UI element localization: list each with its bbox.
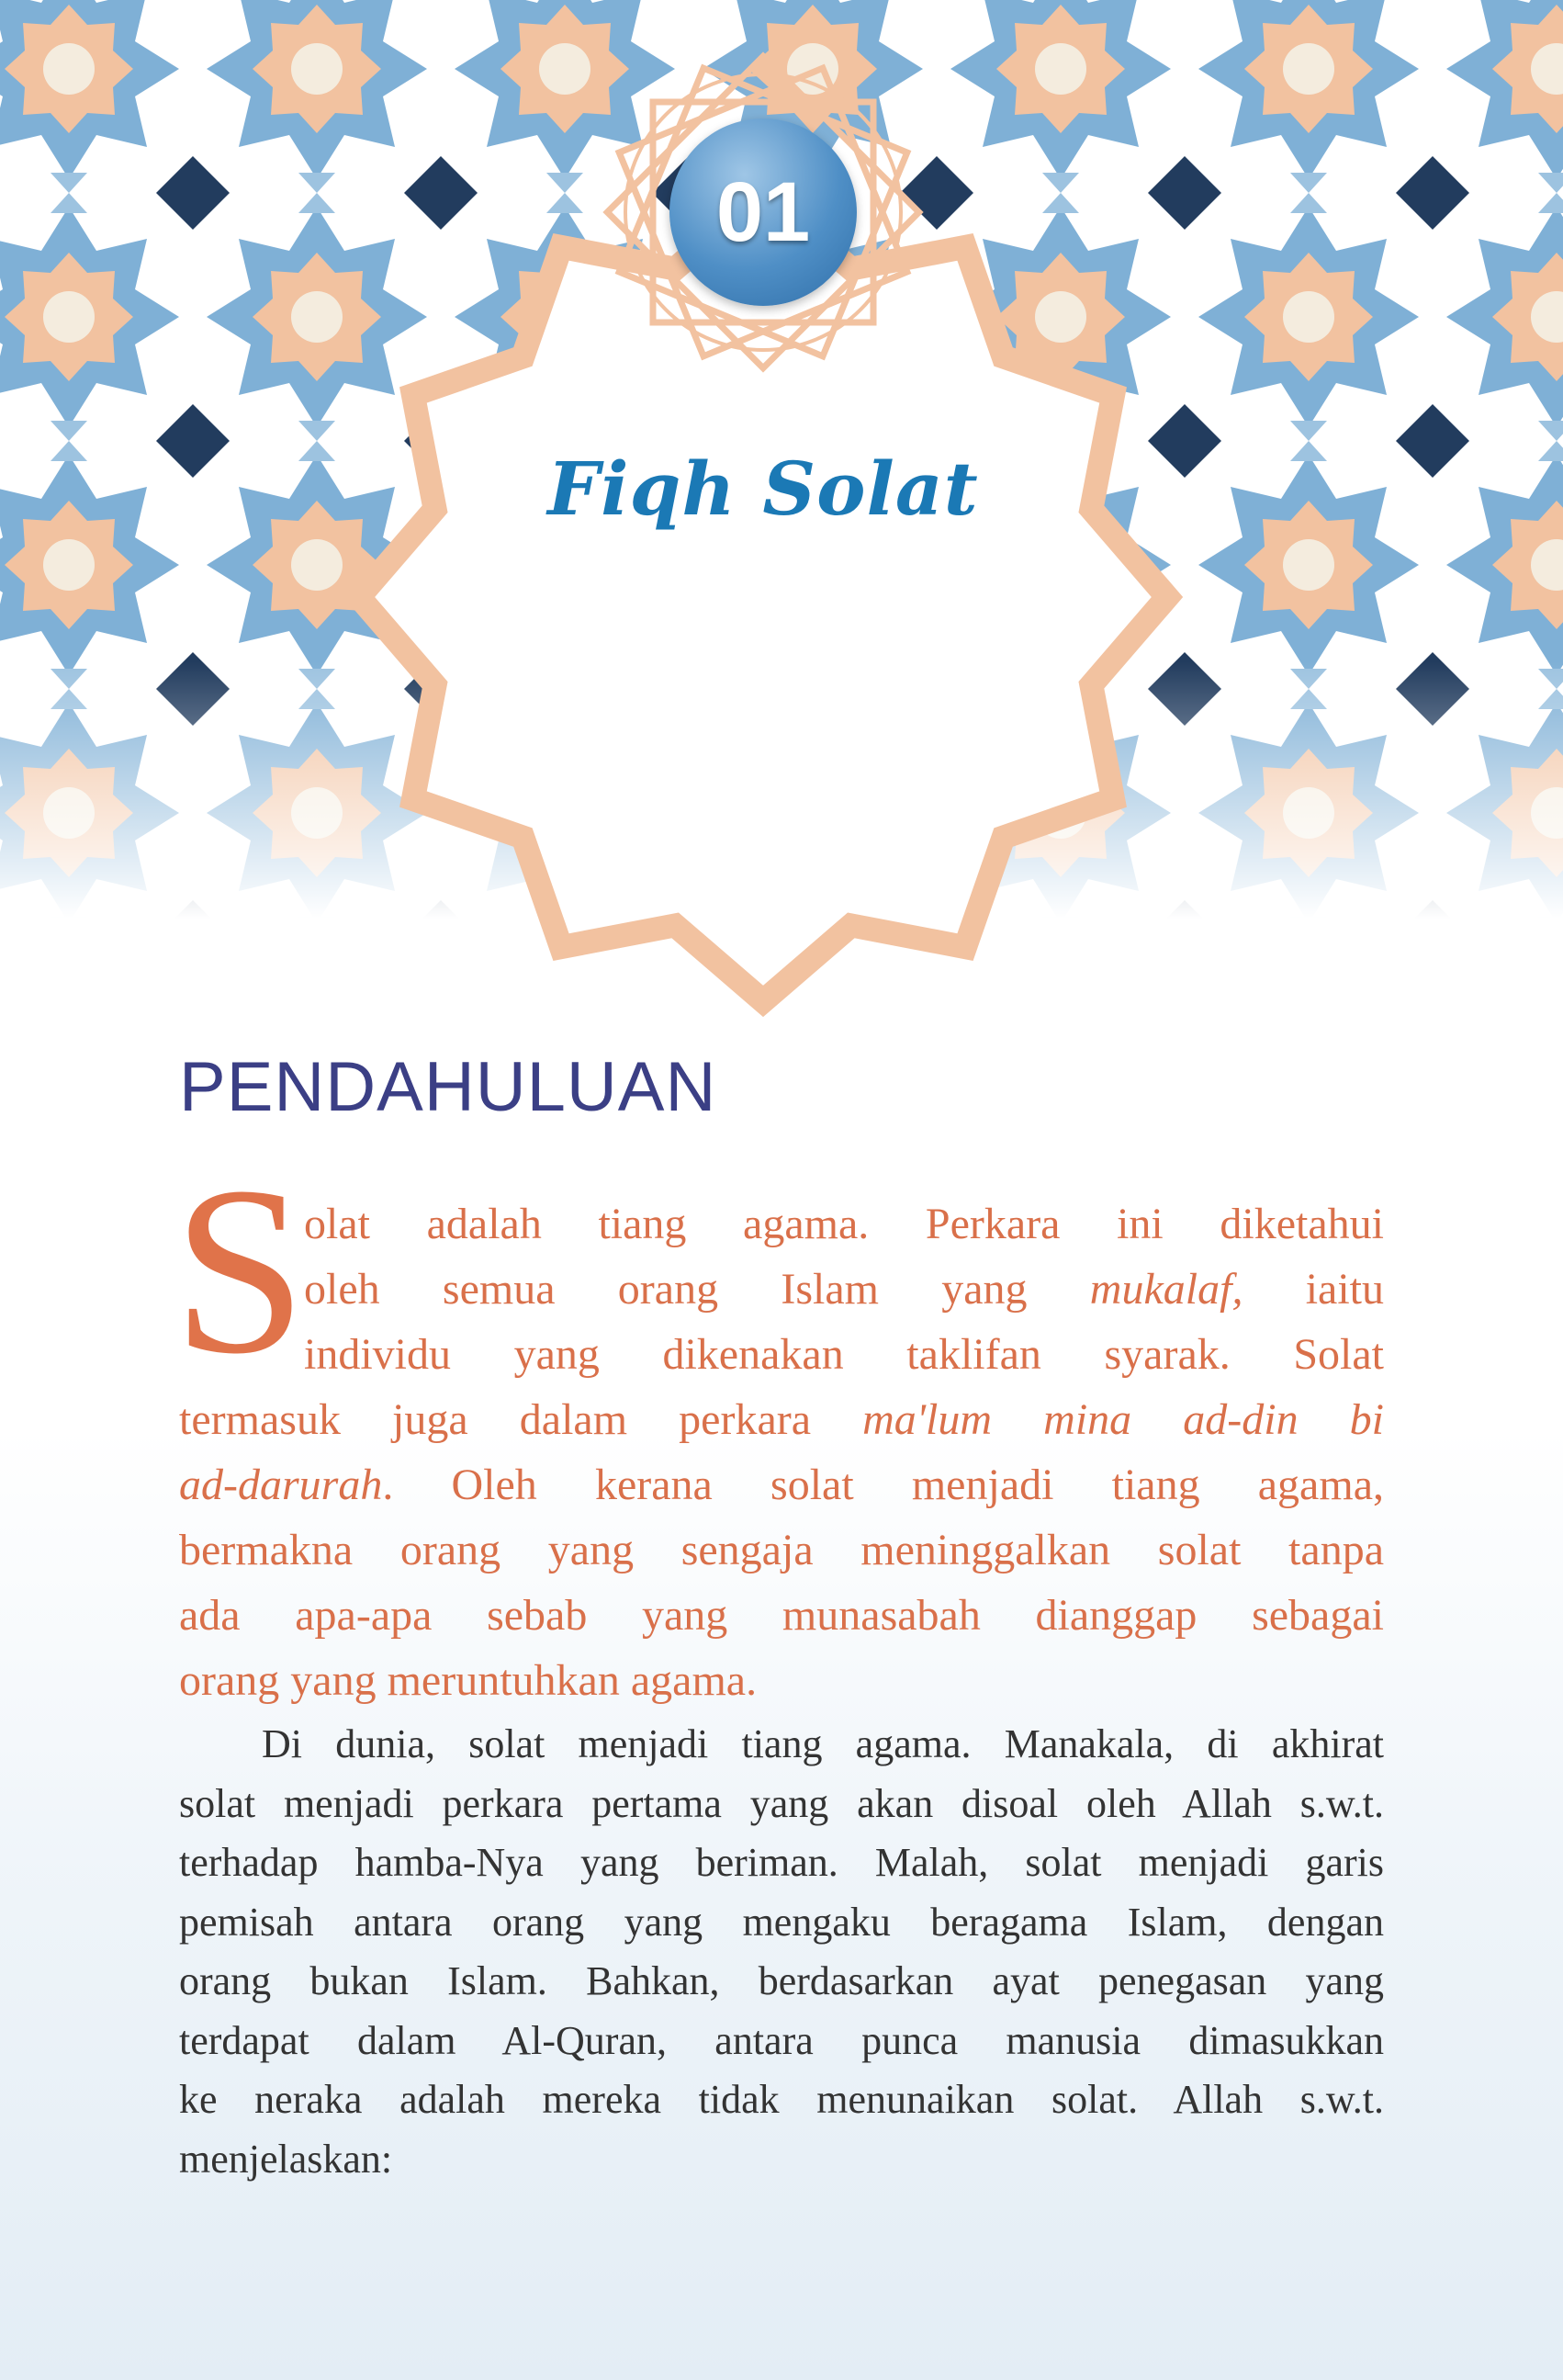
text-line: ada apa-apa sebab yang munasabah dianggap sebagai (179, 1591, 1384, 1640)
text-line: terdapat dalam Al-Quran, antara punca manusia dimasukkan (179, 2017, 1384, 2063)
section-heading: PENDAHULUAN (179, 1048, 717, 1126)
intro-paragraph (179, 1191, 1384, 1713)
body-paragraph (179, 1715, 1384, 2189)
italic-term: ma'lum mina ad-din bi (862, 1395, 1384, 1444)
text-line: orang yang meruntuhkan agama. (179, 1656, 758, 1705)
text-line: termasuk juga dalam perkara ma'lum mina ad-din bi (179, 1395, 1384, 1444)
chapter-number-badge: 01 (669, 118, 857, 306)
italic-term: ad-darurah (179, 1461, 383, 1509)
text-line: solat menjadi perkara pertama yang akan disoal oleh Allah s.w.t. (179, 1780, 1384, 1826)
text-line: menjelaskan: (179, 2136, 393, 2182)
text-line: ad-darurah. Oleh kerana solat menjadi tiang agama, (179, 1461, 1384, 1509)
text-line: individu yang dikenakan taklifan syarak. Solat (304, 1330, 1384, 1379)
drop-cap: S (173, 1137, 307, 1404)
text-line: ke neraka adalah mereka tidak menunaikan solat. Allah s.w.t. (179, 2077, 1384, 2122)
italic-term: mukalaf, (1089, 1265, 1243, 1314)
text-line: olat adalah tiang agama. Perkara ini diketahui (304, 1200, 1384, 1248)
text-line: pemisah antara orang yang mengaku beragama Islam, dengan (179, 1899, 1384, 1945)
text-line: terhadap hamba-Nya yang beriman. Malah, solat menjadi garis (179, 1840, 1384, 1885)
chapter-title: Fiqh Solat (547, 446, 979, 532)
text-line: Di dunia, solat menjadi tiang agama. Manakala, di akhirat (262, 1721, 1384, 1766)
text-line: orang bukan Islam. Bahkan, berdasarkan ayat penegasan yang (179, 1958, 1384, 2003)
text-line: oleh semua orang Islam yang mukalaf, iaitu (304, 1265, 1385, 1314)
text-line: bermakna orang yang sengaja meninggalkan solat tanpa (179, 1526, 1384, 1574)
